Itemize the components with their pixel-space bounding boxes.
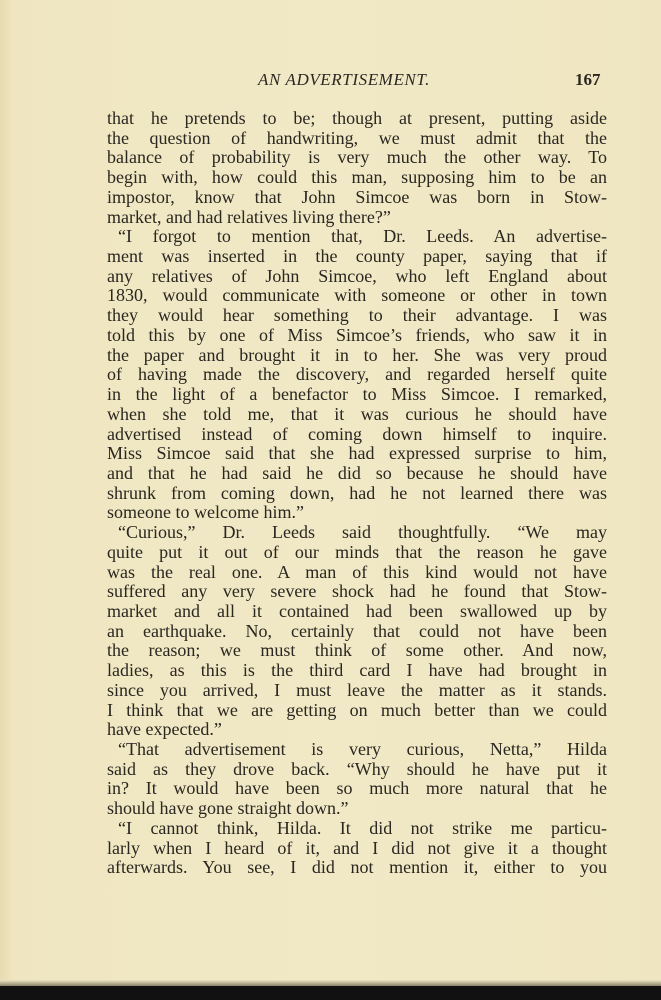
text-line: begin with, how could this man, supposing him to be an [107,167,607,188]
text-line: someone to welcome him.” [107,502,304,523]
text-line: the question of handwriting, we must admit that the [107,127,607,148]
text-line: suffered any very severe shock had he found that Stow- [107,581,607,602]
text-line: they would hear something to their advantage. I was [107,305,607,326]
text-line: in the light of a benefactor to Miss Simcoe. I remarked, [107,384,607,405]
text-line: should have gone straight down.” [107,798,349,819]
text-line: since you arrived, I must leave the matter as it stands. [107,679,607,700]
text-line: impostor, know that John Simcoe was born in Stow- [107,186,607,207]
chapter-title: AN ADVERTISEMENT. [258,70,431,89]
text-line: ment was inserted in the county paper, saying that if [107,246,607,267]
text-line: market and all it contained had been swallowed up by [107,600,607,621]
body-text [107,109,607,878]
text-line: said as they drove back. “Why should he have put it [107,758,607,779]
text-line: quite put it out of our minds that the reason he gave [107,541,607,562]
text-line: balance of probability is very much the other way. To [107,147,607,168]
text-line: larly when I heard of it, and I did not give it a thought [107,837,607,858]
text-line: “That advertisement is very curious, Netta,” Hilda [118,739,607,759]
text-line: ladies, as this is the third card I have had brought in [107,660,607,681]
text-line: in? It would have been so much more natural that he [107,778,607,799]
text-line: “I cannot think, Hilda. It did not strike me particu- [118,817,607,838]
page-bottom-edge [0,986,661,1000]
text-line: of having made the discovery, and regarded herself quite [107,364,607,385]
text-line: 1830, would communicate with someone or other in town [107,285,607,306]
text-line: was the real one. A man of this kind would not have [107,561,607,582]
text-line: the paper and brought it in to her. She was very proud [107,344,607,365]
text-line: “I forgot to mention that, Dr. Leeds. An advertise- [118,226,607,247]
text-line: market, and had relatives living there?” [107,206,391,227]
page-number: 167 [575,70,601,89]
text-line: any relatives of John Simcoe, who left England about [107,265,607,286]
text-line: afterwards. You see, I did not mention it, either to you [107,857,607,878]
text-line: advertised instead of coming down himself to inquire. [107,423,607,444]
text-line: told this by one of Miss Simcoe’s friends, who saw it in [107,324,607,345]
text-line: and that he had said he did so because he should have [107,462,607,483]
text-line: Miss Simcoe said that she had expressed surprise to him, [107,443,607,464]
text-line: that he pretends to be; though at present, putting aside [107,108,607,128]
text-line: when she told me, that it was curious he should have [107,403,607,424]
text-line: the reason; we must think of some other. And now, [107,640,607,661]
text-line: have expected.” [107,719,222,740]
text-line: an earthquake. No, certainly that could not have been [107,620,607,641]
text-line: I think that we are getting on much better than we could [107,699,607,720]
text-line: shrunk from coming down, had he not learned there was [107,482,607,503]
running-head [0,70,661,92]
text-line: “Curious,” Dr. Leeds said thoughtfully. “We may [118,522,607,543]
